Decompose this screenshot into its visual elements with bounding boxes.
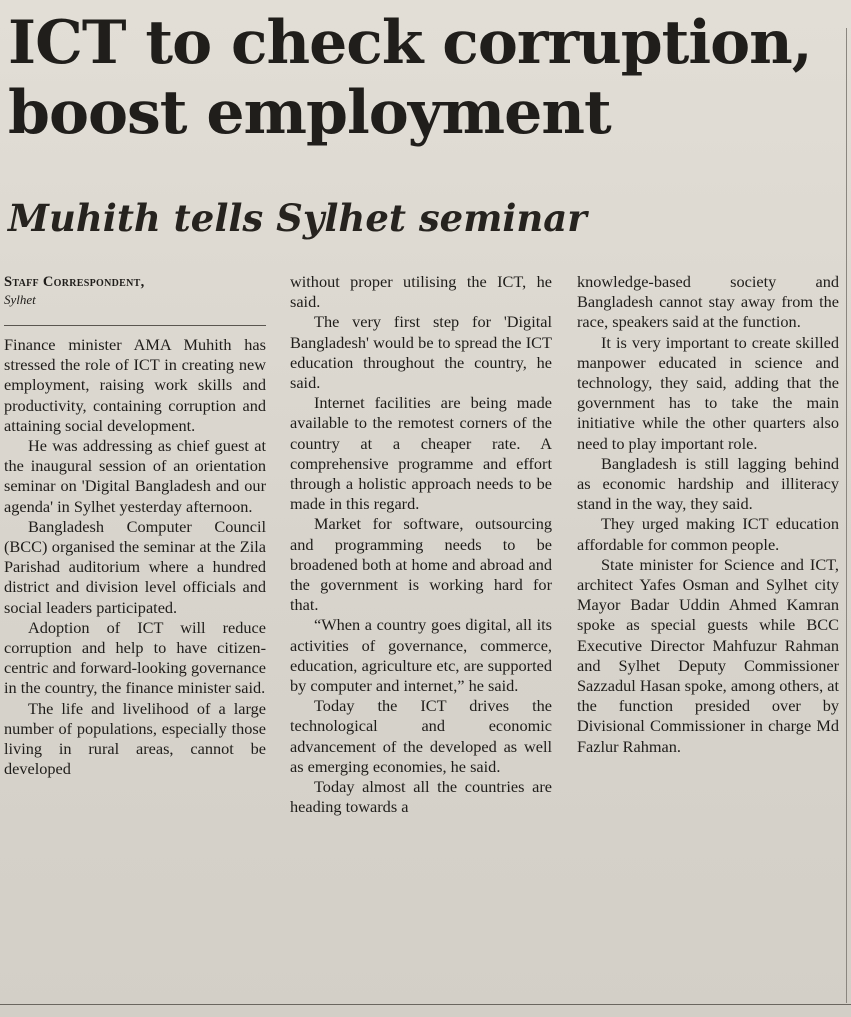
paragraph: They urged making ICT education affordable for common people. bbox=[577, 514, 839, 554]
bottom-rule bbox=[0, 1004, 851, 1005]
paragraph: State minister for Science and ICT, architect Yafes Osman and Sylhet city Mayor Badar Uddin Ahmed Kamran spoke as special guests while BCC Executive Director Mahfuzur Rahman and Sylhet Deputy Commissioner Sazzadul Hasan spoke, among others, at the function presided over by Divisional Commissioner in charge Md Fazlur Rahman. bbox=[577, 554, 839, 756]
paragraph: The life and livelihood of a large number of populations, especially those living in rural areas, cannot be developed bbox=[4, 698, 266, 779]
article-column-3 bbox=[577, 272, 839, 757]
paragraph: without proper utilising the ICT, he said. bbox=[290, 272, 552, 312]
paragraph: Bangladesh is still lagging behind as economic hardship and illiteracy stand in the way, they said. bbox=[577, 453, 839, 514]
paragraph: Market for software, outsourcing and programming needs to be broadened both at home and abroad and the government is working hard for that. bbox=[290, 514, 552, 615]
paragraph: Today the ICT drives the technological and economic advancement of the developed as well as emerging economies, he said. bbox=[290, 696, 552, 776]
headline-line-2: boost employment bbox=[8, 78, 611, 148]
paragraph: Bangladesh Computer Council (BCC) organised the seminar at the Zila Parishad auditorium where a hundred district and division level officials and social leaders participated. bbox=[4, 516, 266, 617]
paragraph: He was addressing as chief guest at the inaugural session of an orientation seminar on 'Digital Bangladesh and our agenda' in Sylhet yesterday afternoon. bbox=[4, 436, 266, 516]
article-column-2 bbox=[290, 272, 552, 817]
column-rule-right bbox=[846, 28, 847, 1003]
paragraph: It is very important to create skilled manpower educated in science and technology, they said, adding that the government has to take the main initiative while the other quarters also need to play important role. bbox=[577, 332, 839, 453]
byline-divider bbox=[4, 325, 266, 326]
byline-place: Sylhet bbox=[4, 292, 36, 307]
paragraph: knowledge-based society and Bangladesh cannot stay away from the race, speakers said at the function. bbox=[577, 272, 839, 332]
headline bbox=[8, 8, 844, 148]
paragraph: Adoption of ICT will reduce corruption and help to have citizen-centric and forward-looking governance in the country, the finance minister said. bbox=[4, 617, 266, 698]
byline-name: Staff Correspondent, bbox=[4, 274, 145, 290]
paragraph: “When a country goes digital, all its activities of governance, commerce, education, agriculture etc, are supported by computer and internet,” he said. bbox=[290, 615, 552, 696]
headline-line-1: ICT to check corruption, bbox=[8, 8, 812, 78]
subheadline: Muhith tells Sylhet seminar bbox=[8, 196, 587, 240]
paragraph: Internet facilities are being made available to the remotest corners of the country at a cheaper rate. A comprehensive programme and effort through a holistic approach needs to be made in this regard. bbox=[290, 393, 552, 514]
paragraph: Finance minister AMA Muhith has stressed the role of ICT in creating new employment, raising work skills and productivity, containing corruption and attaining social development. bbox=[4, 335, 266, 435]
article-column-1 bbox=[4, 272, 266, 779]
paragraph: The very first step for 'Digital Bangladesh' would be to spread the ICT education throughout the country, he said. bbox=[290, 312, 552, 393]
paragraph: Today almost all the countries are heading towards a bbox=[290, 777, 552, 817]
